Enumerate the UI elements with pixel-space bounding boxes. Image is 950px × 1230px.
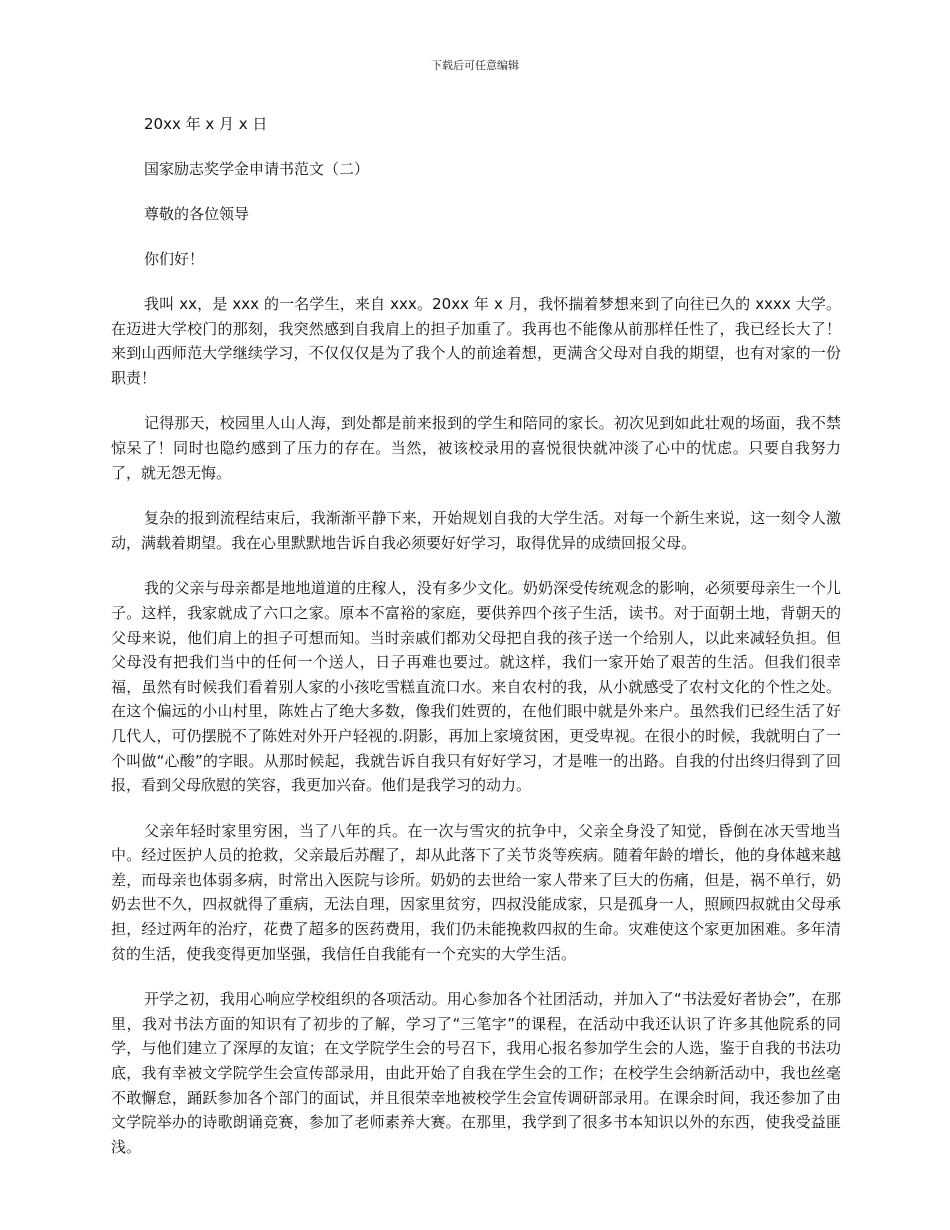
body-paragraph: 记得那天，校园里人山人海，到处都是前来报到的学生和陪同的家长。初次见到如此壮观的场面，我不禁惊呆了！同时也隐约感到了压力的存在。当然，被该校录用的喜悦很快就冲淡了心中的忧虑。只要自我努力了，就无怨无悔。 [111, 414, 841, 482]
letter-greeting: 你们好！ [144, 250, 205, 268]
document-body [111, 112, 841, 1180]
letter-date: 20xx 年 x 月 x 日 [144, 115, 268, 133]
page-header-note: 下载后可任意编辑 [431, 59, 519, 72]
letter-title: 国家励志奖学金申请书范文（二） [144, 160, 370, 178]
letter-salutation: 尊敬的各位领导 [144, 205, 250, 223]
body-paragraph: 开学之初，我用心响应学校组织的各项活动。用心参加各个社团活动，并加入了“书法爱好者协会”，在那里，我对书法方面的知识有了初步的了解，学习了“三笔字”的课程，在活动中我还认识了许多其他院系的同学，与他们建立了深厚的友谊；在文学院学生会的号召下，我用心报名参加学生会的人选，鉴于自我的书法功底，我有幸被文学院学生会宣传部录用，由此开始了自我在学生会的工作；在校学生会纳新活动中，我也丝毫不敢懈怠，踊跃参加各个部门的面试，并且很荣幸地被校学生会宣传调研部录用。在课余时间，我还参加了由文学院举办的诗歌朗诵竞赛，参加了老师素养大赛。在那里，我学到了很多书本知识以外的东西，使我受益匪浅。 [111, 990, 841, 1156]
body-paragraph: 我叫 xx，是 xxx 的一名学生，来自 xxx。20xx 年 x 月，我怀揣着梦想来到了向往已久的 xxxx 大学。在迈进大学校门的那刻，我突然感到自我肩上的担子加重了。我再也不能像从前那样任性了，我已经长大了！来到山西师范大学继续学习，不仅仅仅是为了我个人的前途着想，更满含父母对自我的期望，也有对家的一份职责！ [111, 295, 841, 387]
body-paragraph: 我的父亲与母亲都是地地道道的庄稼人，没有多少文化。奶奶深受传统观念的影响，必须要母亲生一个儿子。这样，我家就成了六口之家。原本不富裕的家庭，要供养四个孩子生活，读书。对于面朝土地，背朝天的父母来说，他们肩上的担子可想而知。当时亲戚们都劝父母把自我的孩子送一个给别人，以此来减轻负担。但父母没有把我们当中的任何一个送人，日子再难也要过。就这样，我们一家开始了艰苦的生活。但我们很幸福，虽然有时候我们看着别人家的小孩吃雪糕直流口水。来自农村的我，从小就感受了农村文化的个性之处。在这个偏远的小山村里，陈姓占了绝大多数，像我们姓贾的，在他们眼中就是外来户。虽然我们已经生活了好几代人，可仍摆脱不了陈姓对外开户轻视的.阴影，再加上家境贫困，更受卑视。在很小的时候，我就明白了一个叫做“心酸”的字眼。从那时候起，我就告诉自我只有好好学习，才是唯一的出路。自我的付出终归得到了回报，看到父母欣慰的笑容，我更加兴奋。他们是我学习的动力。 [111, 579, 841, 795]
body-paragraph: 复杂的报到流程结束后，我渐渐平静下来，开始规划自我的大学生活。对每一个新生来说，这一刻令人激动，满载着期望。我在心里默默地告诉自我必须要好好学习，取得优异的成绩回报父母。 [111, 509, 841, 552]
body-paragraph: 父亲年轻时家里穷困，当了八年的兵。在一次与雪灾的抗争中，父亲全身没了知觉，昏倒在冰天雪地当中。经过医护人员的抢救，父亲最后苏醒了，却从此落下了关节炎等疾病。随着年龄的增长，他的身体越来越差，而母亲也体弱多病，时常出入医院与诊所。奶奶的去世给一家人带来了巨大的伤痛，但是，祸不单行，奶奶去世不久，四叔就得了重病，无法自理，因家里贫穷，四叔没能成家，只是孤身一人，照顾四叔就由父母承担，经过两年的治疗，花费了超多的医药费用，我们仍未能挽救四叔的生命。灾难使这个家更加困难。多年清贫的生活，使我变得更加坚强，我信任自我能有一个充实的大学生活。 [111, 821, 841, 963]
